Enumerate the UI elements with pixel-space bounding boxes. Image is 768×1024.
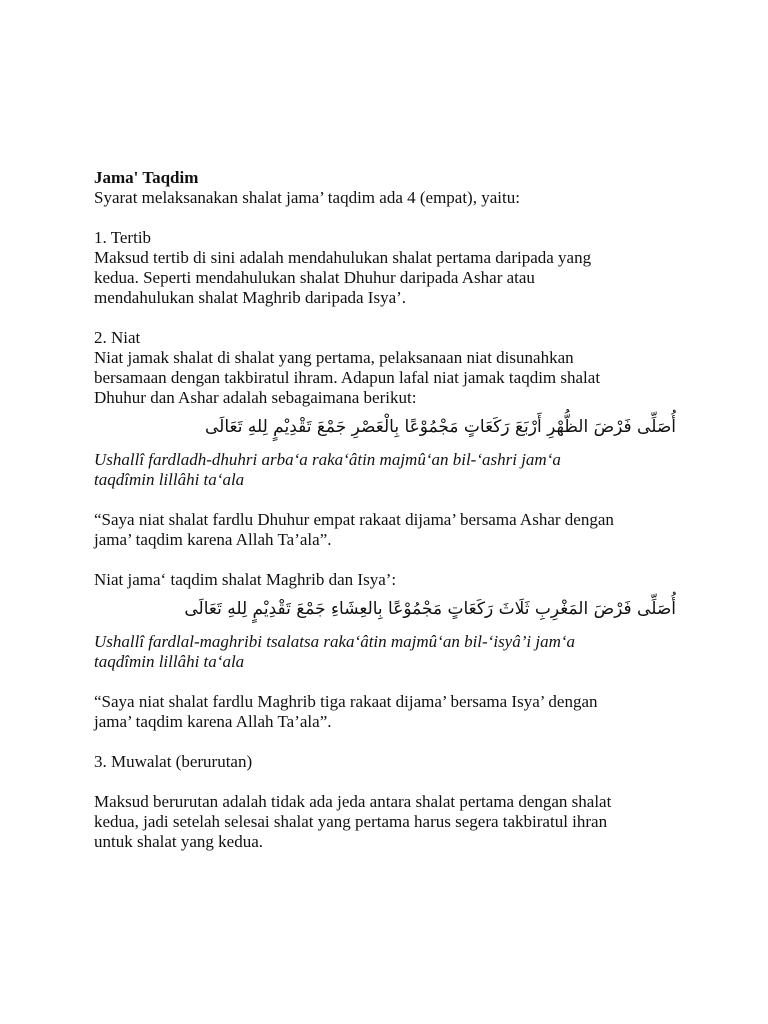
latin-transliteration-line: taqdîmin lillâhi ta‘ala xyxy=(94,470,245,489)
spacer xyxy=(94,208,684,228)
paragraph-line: kedua, jadi setelah selesai shalat yang pertama harus segera takbiratul ihran xyxy=(94,812,608,831)
spacer xyxy=(94,732,684,752)
arabic-niat-maghrib: أُصَلِّى فَرْضَ المَغْرِبِ ثَلَاثَ رَكَعَاتٍ مَجْمُوْعًا بِالعِشَاءِ جَمْعَ تَقْدِيْمٍ لِلهِ تَعَالَى xyxy=(184,599,676,619)
intro-text: Syarat melaksanakan shalat jama’ taqdim ada 4 (empat), yaitu: xyxy=(94,188,520,207)
spacer xyxy=(94,308,684,328)
paragraph-line: mendahulukan shalat Maghrib daripada Isya’. xyxy=(94,288,407,307)
section-heading-muwalat: 3. Muwalat (berurutan) xyxy=(94,752,253,771)
maghrib-intro: Niat jama‘ taqdim shalat Maghrib dan Isya’: xyxy=(94,570,397,589)
meaning-line: “Saya niat shalat fardlu Dhuhur empat rakaat dijama’ bersama Ashar dengan xyxy=(94,510,614,529)
latin-transliteration-line: Ushallî fardlal-maghribi tsalatsa raka‘âtin majmû‘an bil-‘isyâ’i jam‘a xyxy=(94,632,576,651)
document-title: Jama' Taqdim xyxy=(94,168,199,187)
spacer xyxy=(94,490,684,510)
paragraph-line: untuk shalat yang kedua. xyxy=(94,832,264,851)
spacer xyxy=(94,550,684,570)
document-page xyxy=(94,168,684,852)
meaning-line: jama’ taqdim karena Allah Ta’ala”. xyxy=(94,530,332,549)
spacer xyxy=(94,672,684,692)
paragraph-line: bersamaan dengan takbiratul ihram. Adapun lafal niat jamak taqdim shalat xyxy=(94,368,601,387)
paragraph-line: Niat jamak shalat di shalat yang pertama, pelaksanaan niat disunahkan xyxy=(94,348,574,367)
section-heading-tertib: 1. Tertib xyxy=(94,228,152,247)
latin-transliteration-line: taqdîmin lillâhi ta‘ala xyxy=(94,652,245,671)
meaning-line: “Saya niat shalat fardlu Maghrib tiga rakaat dijama’ bersama Isya’ dengan xyxy=(94,692,598,711)
paragraph-line: Maksud berurutan adalah tidak ada jeda antara shalat pertama dengan shalat xyxy=(94,792,612,811)
meaning-line: jama’ taqdim karena Allah Ta’ala”. xyxy=(94,712,332,731)
paragraph-line: Dhuhur dan Ashar adalah sebagaimana berikut: xyxy=(94,388,417,407)
latin-transliteration-line: Ushallî fardladh-dhuhri arba‘a raka‘âtin majmû‘an bil-‘ashri jam‘a xyxy=(94,450,561,469)
arabic-niat-dhuhur: أُصَلِّى فَرْضَ الظُّهْرِ أَرْبَعَ رَكَعَاتٍ مَجْمُوْعًا بِالْعَصْرِ جَمْعَ تَقْدِيْمٍ لِلهِ تَعَالَى xyxy=(204,417,676,437)
paragraph-line: Maksud tertib di sini adalah mendahulukan shalat pertama daripada yang xyxy=(94,248,592,267)
paragraph-line: kedua. Seperti mendahulukan shalat Dhuhur daripada Ashar atau xyxy=(94,268,535,287)
section-heading-niat: 2. Niat xyxy=(94,328,141,347)
spacer xyxy=(94,772,684,792)
